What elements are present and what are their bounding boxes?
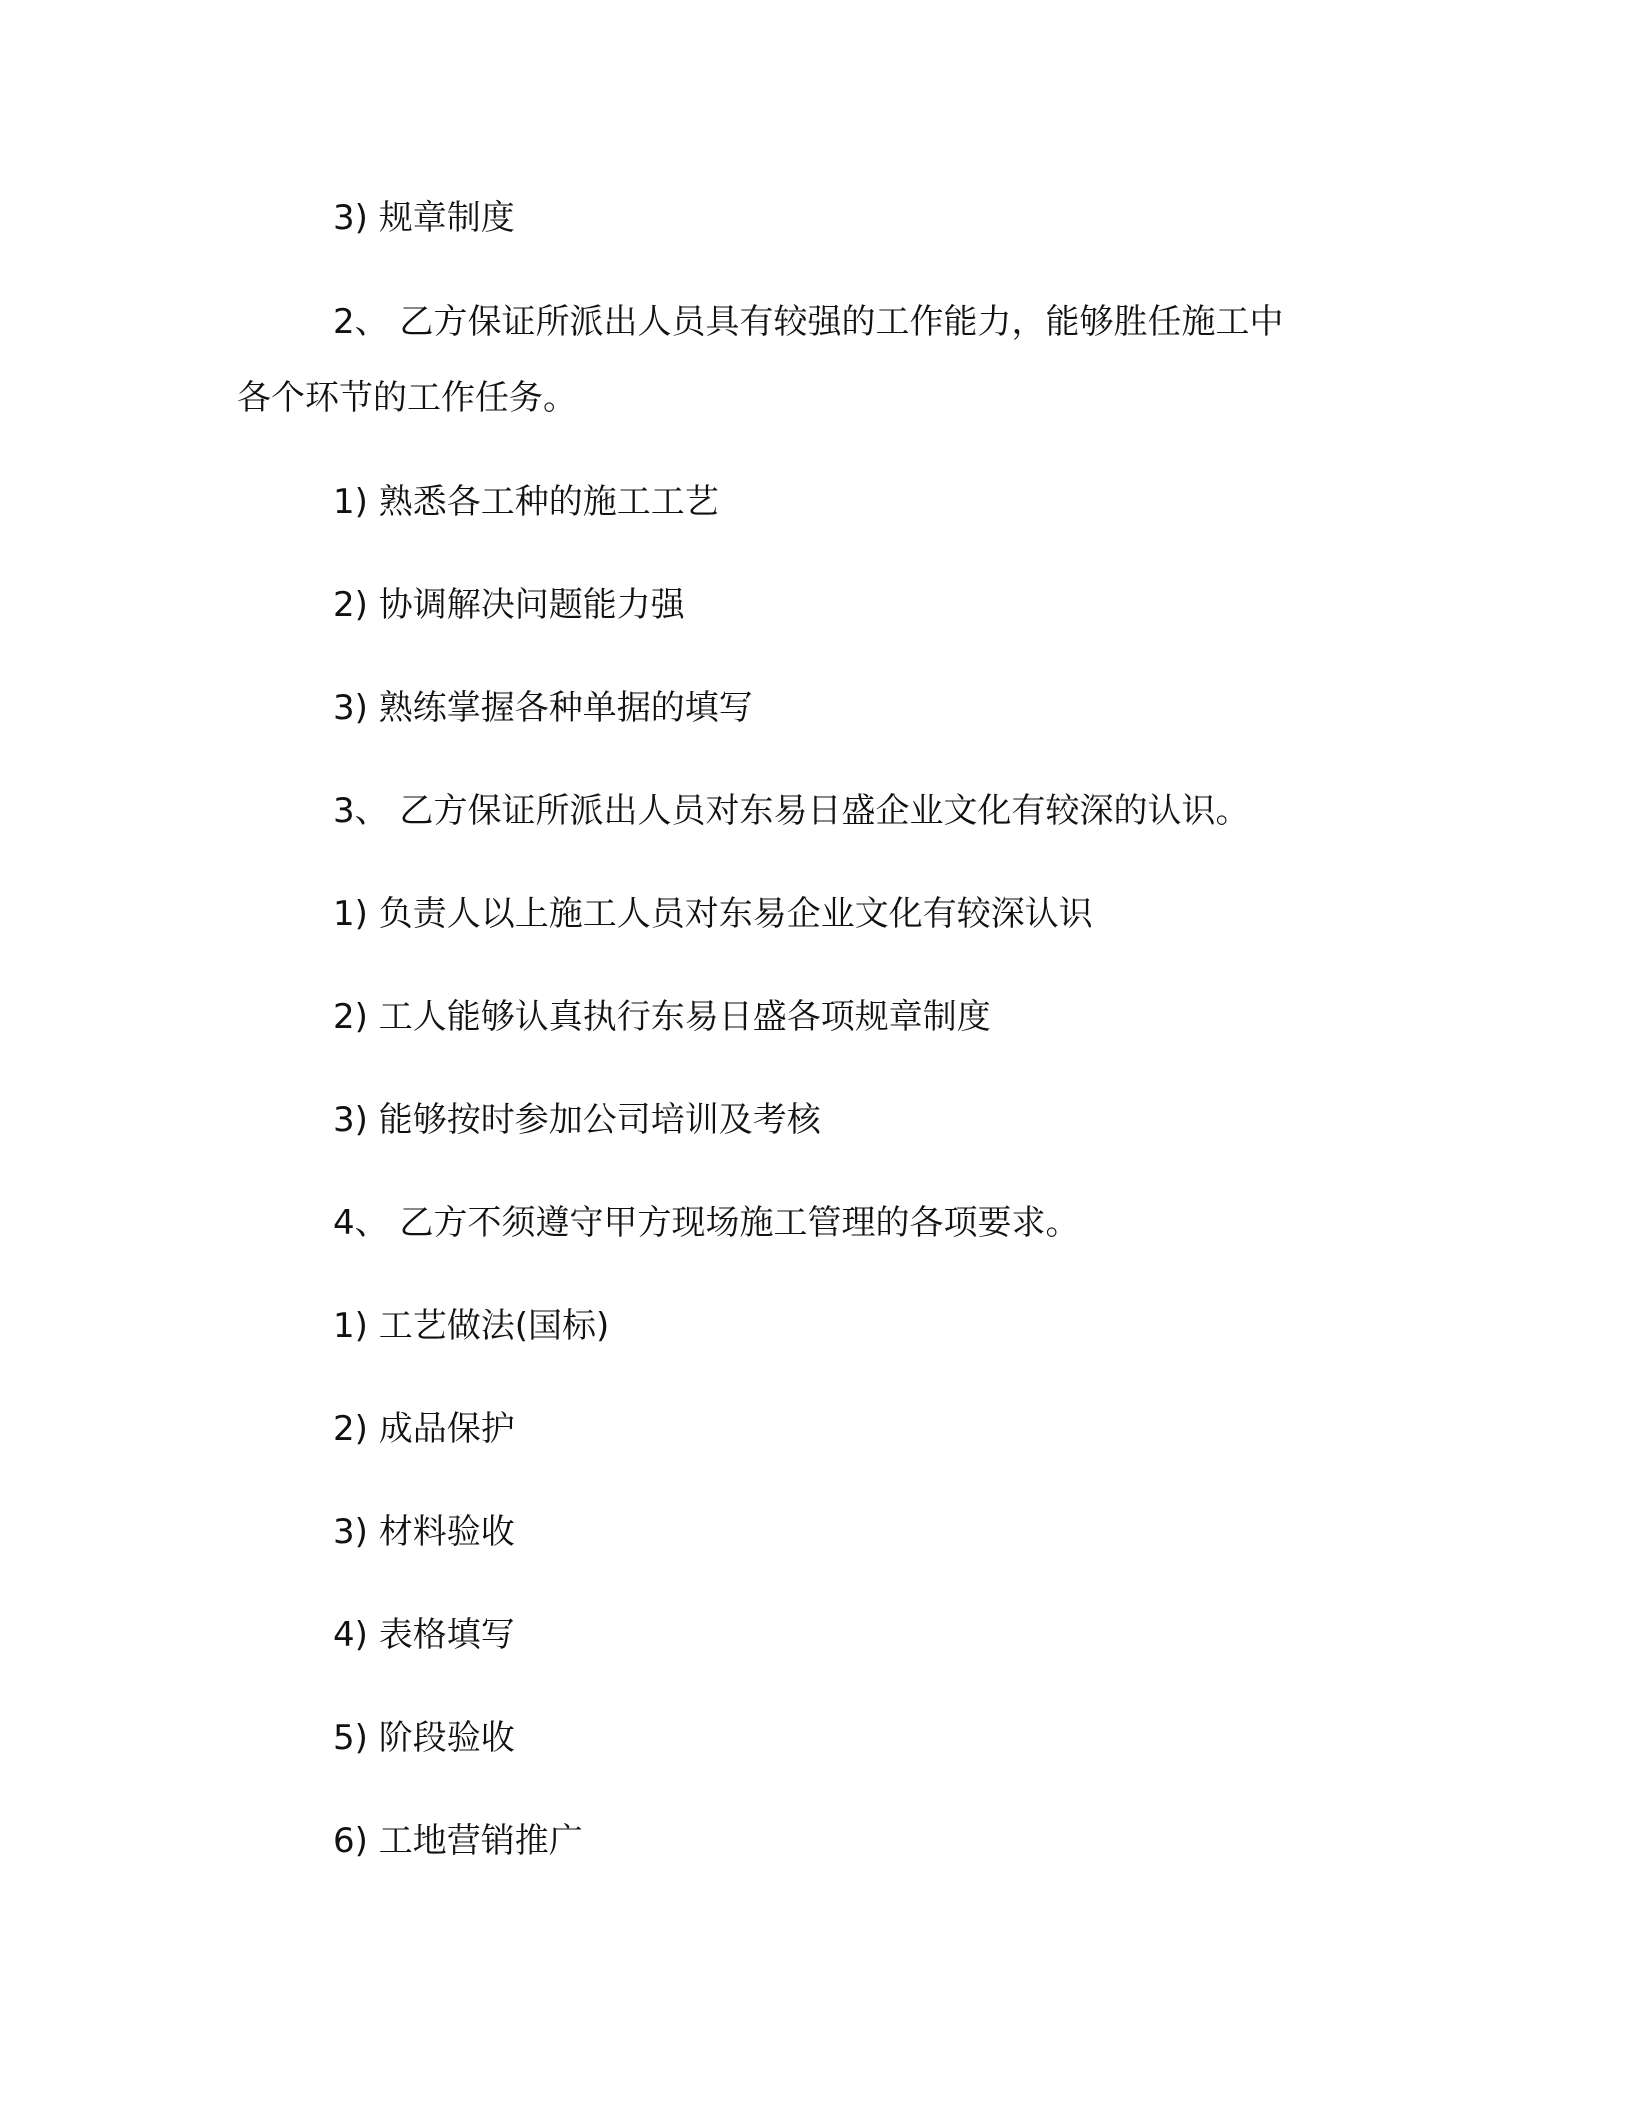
- list-item: 2) 工人能够认真执行东易日盛各项规章制度: [333, 997, 991, 1037]
- list-item: 2) 协调解决问题能力强: [333, 585, 685, 625]
- paragraph-heading-2: 2、 乙方保证所派出人员具有较强的工作能力，能够胜任施工中: [333, 302, 1284, 342]
- list-item: 4) 表格填写: [333, 1615, 515, 1655]
- paragraph-heading-4: 4、 乙方不须遵守甲方现场施工管理的各项要求。: [333, 1203, 1080, 1243]
- list-item: 5) 阶段验收: [333, 1718, 515, 1758]
- list-item: 3) 熟练掌握各种单据的填写: [333, 688, 753, 728]
- list-item: 1) 熟悉各工种的施工工艺: [333, 482, 719, 522]
- list-item: 2) 成品保护: [333, 1409, 515, 1449]
- list-item: 1) 工艺做法(国标): [333, 1306, 610, 1346]
- list-item: 3) 规章制度: [333, 198, 515, 238]
- paragraph-continuation: 各个环节的工作任务。: [237, 378, 577, 418]
- list-item: 6) 工地营销推广: [333, 1821, 583, 1861]
- paragraph-heading-3: 3、 乙方保证所派出人员对东易日盛企业文化有较深的认识。: [333, 791, 1250, 831]
- list-item: 3) 材料验收: [333, 1512, 515, 1552]
- list-item: 1) 负责人以上施工人员对东易企业文化有较深认识: [333, 894, 1093, 934]
- list-item: 3) 能够按时参加公司培训及考核: [333, 1100, 821, 1140]
